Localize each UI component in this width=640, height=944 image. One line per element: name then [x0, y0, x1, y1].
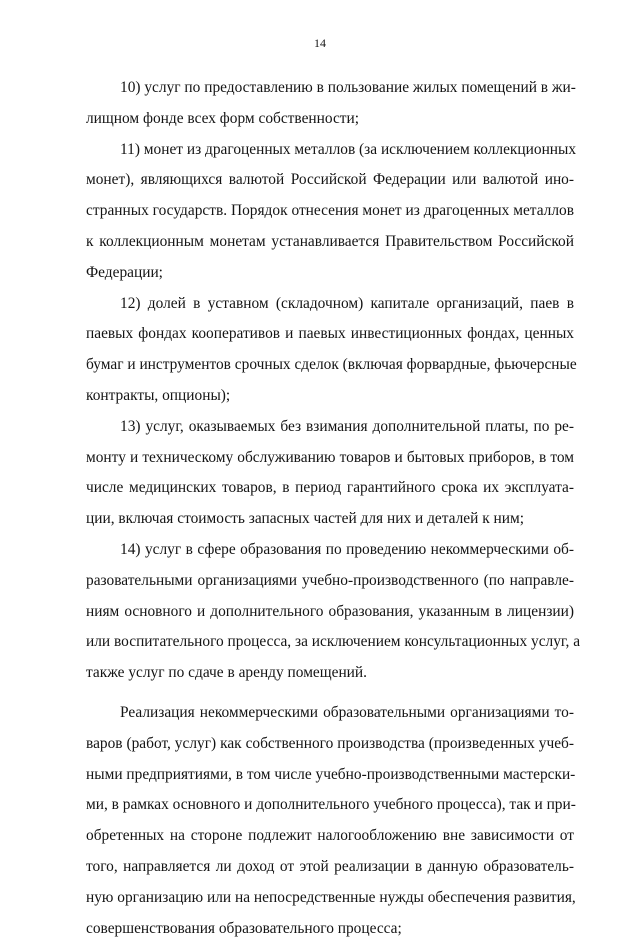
- paragraph-gap: [86, 689, 574, 698]
- text-line: ции, включая стоимость запасных частей для них и деталей к ним;: [86, 510, 525, 528]
- paragraph-item-14: [86, 535, 581, 689]
- text-line: ную организацию или на непосредственные нужды обеспечения развития,: [86, 888, 576, 906]
- text-line: 14) услуг в сфере образования по проведению некоммерческими об-: [120, 540, 574, 558]
- text-line: лищном фонде всех форм собственности;: [86, 109, 360, 127]
- paragraph-item-13: [86, 412, 574, 535]
- text-line: монту и техническому обслуживанию товаров и бытовых приборов, в том: [86, 448, 574, 466]
- paragraph-item-12: [86, 289, 577, 412]
- text-line: обретенных на стороне подлежит налогообложению вне зависимости от: [86, 827, 574, 845]
- paragraph-item-10: [86, 73, 574, 135]
- paragraph-item-11: [86, 135, 577, 289]
- text-line: странных государств. Порядок отнесения монет из драгоценных металлов: [86, 202, 574, 220]
- text-line: монет), являющихся валютой Российской Федерации или валютой ино-: [86, 171, 574, 189]
- document-body: [86, 73, 581, 944]
- paragraph-realization: [86, 698, 574, 944]
- text-line: 11) монет из драгоценных металлов (за исключением коллекционных: [120, 140, 577, 158]
- text-line: 13) услуг, оказываемых без взимания дополнительной платы, по ре-: [120, 417, 574, 435]
- text-line: ными предприятиями, в том числе учебно-производственными мастерски-: [86, 765, 576, 783]
- text-line: Реализация некоммерческими образовательными организациями то-: [120, 703, 574, 721]
- text-line: 12) долей в уставном (складочном) капитале организаций, паев в: [120, 294, 574, 312]
- text-line: совершенствования образовательного процесса;: [86, 919, 402, 937]
- text-line: числе медицинских товаров, в период гарантийного срока их эксплуата-: [86, 479, 574, 497]
- text-line: бумаг и инструментов срочных сделок (включая форвардные, фьючерсные: [86, 356, 577, 374]
- text-line: Федерации;: [86, 263, 163, 281]
- text-line: к коллекционным монетам устанавливается Правительством Российской: [86, 232, 574, 250]
- text-line: также услуг по сдаче в аренду помещений.: [86, 664, 367, 682]
- text-line: контракты, опционы);: [86, 386, 231, 404]
- text-line: паевых фондах кооперативов и паевых инвестиционных фондах, ценных: [86, 325, 574, 343]
- text-line: того, направляется ли доход от этой реализации в данную образователь-: [86, 857, 574, 875]
- text-line: варов (работ, услуг) как собственного производства (произведенных учеб-: [86, 734, 574, 752]
- text-line: 10) услуг по предоставлению в пользование жилых помещений в жи-: [120, 79, 576, 96]
- page-number: 14: [314, 36, 326, 50]
- text-line: ми, в рамках основного и дополнительного учебного процесса), так и при-: [86, 796, 576, 814]
- text-line: разовательными организациями учебно-производственного (по направле-: [86, 571, 574, 589]
- text-line: или воспитательного процесса, за исключением консультационных услуг, а: [86, 633, 581, 651]
- text-line: ниям основного и дополнительного образования, указанным в лицензии): [86, 602, 574, 620]
